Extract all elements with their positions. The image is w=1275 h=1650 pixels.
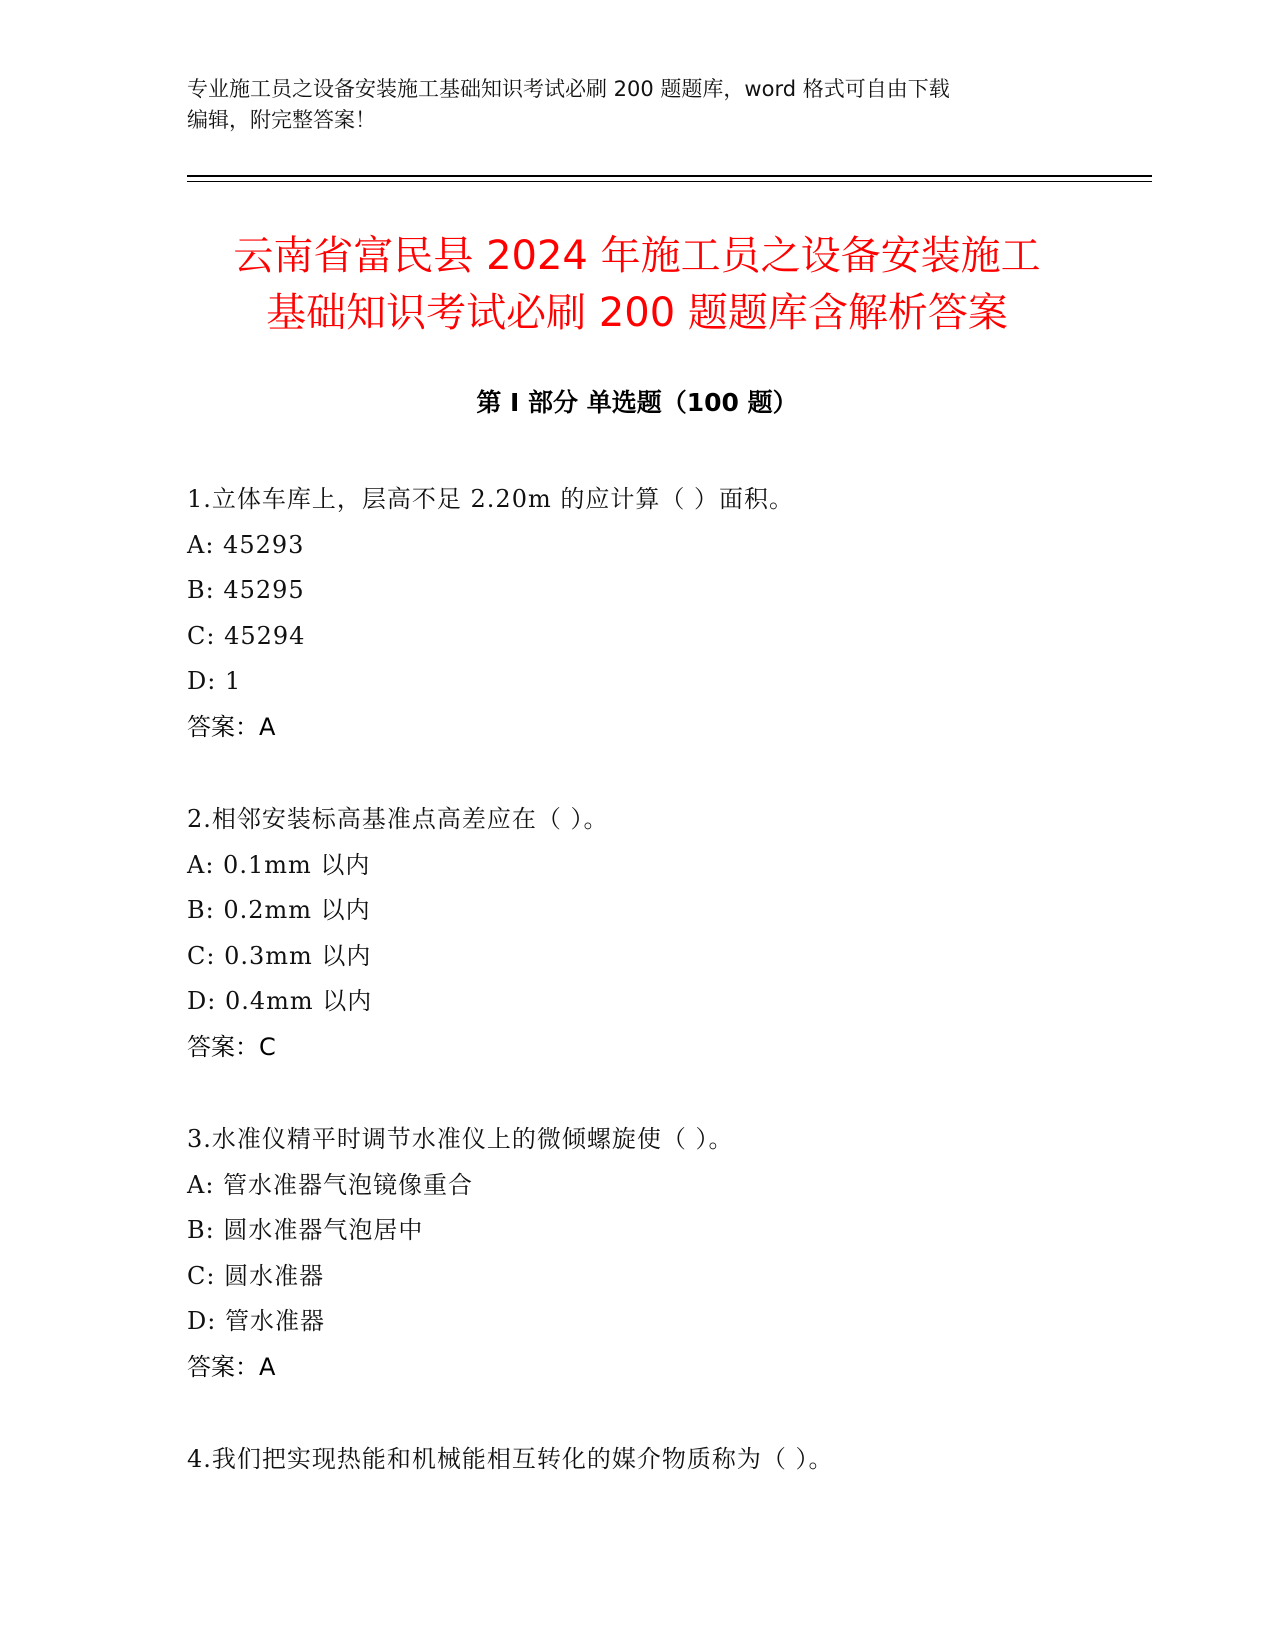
document-title-line-1: 云南省富民县 2024 年施工员之设备安装施工 <box>233 233 1041 279</box>
question-stem: 3.水准仪精平时调节水准仪上的微倾螺旋使（ ）。 <box>187 1125 734 1153</box>
section-heading: 第 I 部分 单选题（100 题） <box>476 388 798 417</box>
option-b: B: 圆水准器气泡居中 <box>187 1216 424 1244</box>
option-c: C: 45294 <box>187 621 306 650</box>
option-a: A: 45293 <box>187 530 305 559</box>
option-d: D: 管水准器 <box>187 1307 325 1335</box>
option-b: B: 0.2mm 以内 <box>187 896 371 924</box>
document-title-line-2: 基础知识考试必刷 200 题题库含解析答案 <box>266 290 1008 336</box>
question-4 <box>187 1437 1147 1483</box>
question-stem: 1.立体车库上，层高不足 2.20m 的应计算（ ）面积。 <box>187 485 794 513</box>
question-3 <box>187 1117 1147 1390</box>
option-c: C: 圆水准器 <box>187 1261 325 1290</box>
answer: 答案：A <box>187 712 276 741</box>
question-2 <box>187 797 1147 1070</box>
question-stem: 2.相邻安装标高基准点高差应在（ ）。 <box>187 805 609 833</box>
option-d: D: 0.4mm 以内 <box>187 987 373 1015</box>
question-1 <box>187 477 1147 750</box>
header-note-line-1: 专业施工员之设备安装施工基础知识考试必刷 200 题题库，word 格式可自由下载 <box>187 77 950 101</box>
answer: 答案：C <box>187 1032 276 1061</box>
option-a: A: 0.1mm 以内 <box>187 850 371 879</box>
header-note-line-2: 编辑，附完整答案！ <box>187 108 376 132</box>
option-c: C: 0.3mm 以内 <box>187 941 372 970</box>
option-a: A: 管水准器气泡镜像重合 <box>187 1170 474 1199</box>
header-divider-thick <box>187 175 1152 177</box>
document-title <box>137 228 1137 342</box>
question-stem: 4.我们把实现热能和机械能相互转化的媒介物质称为（ ）。 <box>187 1445 834 1473</box>
answer: 答案：A <box>187 1352 276 1381</box>
header-note <box>187 74 1087 136</box>
option-d: D: 1 <box>187 667 242 695</box>
header-divider-thin <box>187 181 1152 182</box>
question-list <box>187 477 1147 1530</box>
option-b: B: 45295 <box>187 576 305 604</box>
